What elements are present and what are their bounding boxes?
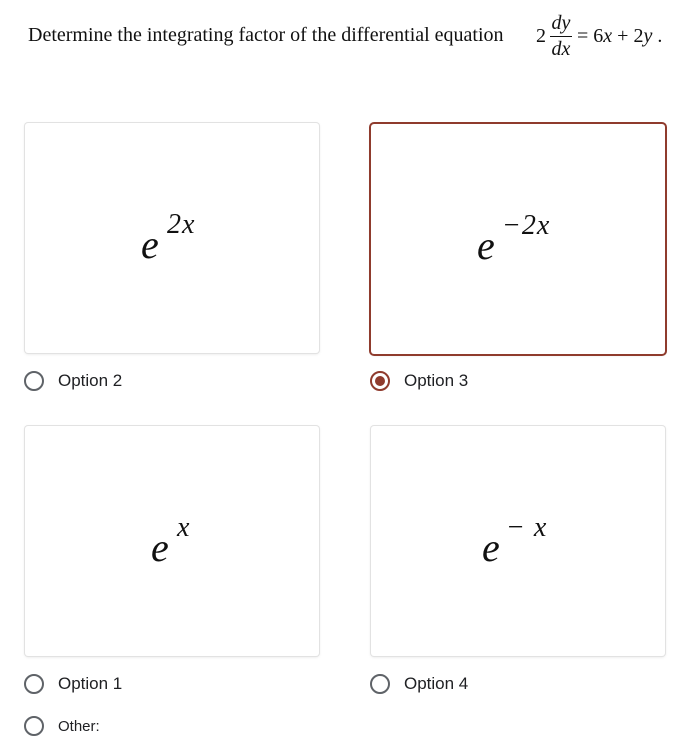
question xyxy=(28,14,688,64)
option-label: Option 4 xyxy=(404,674,469,693)
option-label: Option 3 xyxy=(404,371,469,390)
option-formula xyxy=(25,207,319,267)
rhs-equals: = 6 xyxy=(577,25,604,47)
option-image-card-2[interactable] xyxy=(25,123,319,353)
formula-exponent: x xyxy=(177,512,191,543)
question-text: Determine the integrating factor of the differential equation xyxy=(28,24,504,46)
formula-base: e xyxy=(477,223,495,268)
option-formula xyxy=(371,510,665,570)
option-2-choice[interactable] xyxy=(24,368,122,394)
fraction-bar xyxy=(550,36,572,37)
option-label: Option 1 xyxy=(58,674,123,693)
rhs-plus: + 2 xyxy=(612,25,644,47)
rhs-end: . xyxy=(652,25,663,47)
other-choice[interactable] xyxy=(24,713,100,739)
formula-base: e xyxy=(482,525,500,570)
rhs-x: x xyxy=(603,25,613,47)
radio-button[interactable] xyxy=(24,716,44,736)
fraction-denominator: dx xyxy=(551,38,571,60)
derivative-fraction xyxy=(549,14,573,64)
option-formula xyxy=(371,208,665,268)
formula-exponent: − x xyxy=(506,512,548,543)
formula-base: e xyxy=(141,222,159,267)
option-image-card-1[interactable] xyxy=(25,426,319,656)
radio-button-selected[interactable] xyxy=(370,371,390,391)
other-label: Other: xyxy=(58,717,100,735)
radio-button[interactable] xyxy=(370,674,390,694)
formula-base: e xyxy=(151,525,169,570)
radio-button[interactable] xyxy=(24,371,44,391)
equation-coefficient: 2 xyxy=(536,25,546,47)
option-label: Option 2 xyxy=(58,371,123,390)
radio-dot xyxy=(375,376,385,386)
option-1-choice[interactable] xyxy=(24,671,122,697)
fraction-numerator: dy xyxy=(551,12,571,34)
option-image-card-4[interactable] xyxy=(371,426,665,656)
formula-exponent: −2x xyxy=(502,210,551,241)
rhs-y: y xyxy=(643,25,653,47)
radio-button[interactable] xyxy=(24,674,44,694)
equation-rhs xyxy=(577,25,662,48)
formula-exponent: 2x xyxy=(167,209,196,240)
option-3-choice[interactable] xyxy=(370,368,468,394)
option-formula xyxy=(25,510,319,570)
option-4-choice[interactable] xyxy=(370,671,468,697)
option-image-card-3[interactable] xyxy=(371,124,665,354)
